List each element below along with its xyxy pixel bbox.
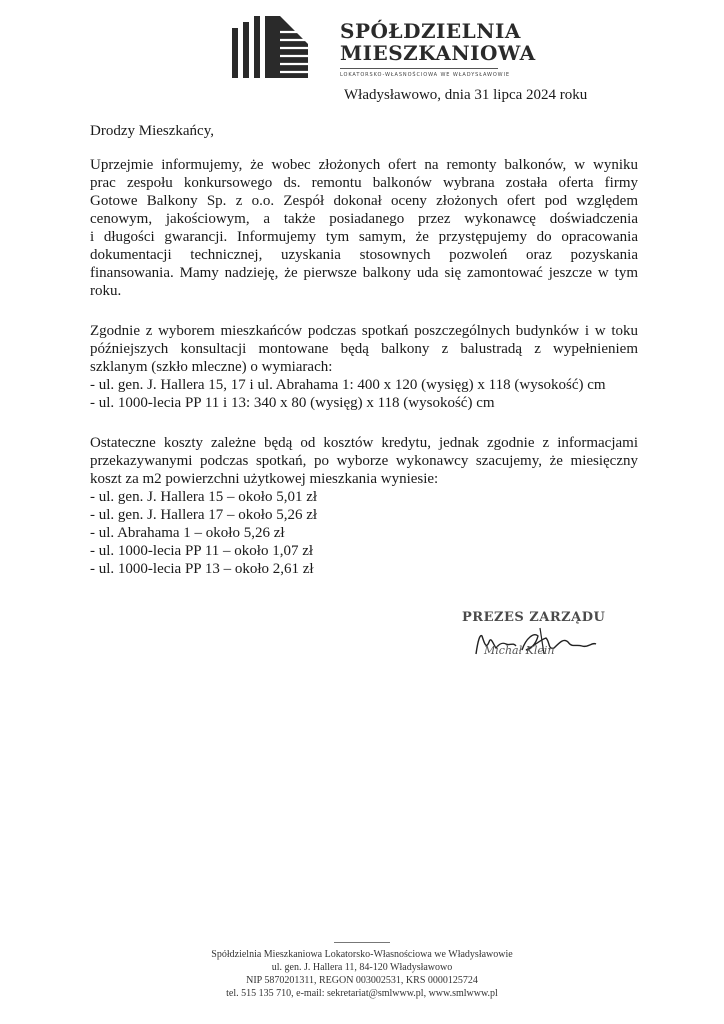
- list-item: - ul. Abrahama 1 – około 5,26 zł: [90, 525, 285, 541]
- org-logo: [232, 16, 536, 80]
- paragraph-costs: [90, 434, 638, 578]
- text-line: finansowania. Mamy nadzieję, że pierwsze balkony uda się zamontować jeszcze w tym: [90, 265, 638, 281]
- text-line: przekazywanymi podczas spotkań, po wyborze wykonawcy szacujemy, że miesięczny: [90, 453, 638, 469]
- footer-contact-info: tel. 515 135 710, e-mail: sekretariat@smlwww.pl, www.smlwww.pl: [226, 988, 498, 999]
- building-icon: [232, 16, 332, 78]
- list-item: - ul. gen. J. Hallera 17 – około 5,26 zł: [90, 507, 318, 523]
- signature-name: Michał Klein: [484, 644, 555, 657]
- footer-registry: NIP 5870201311, REGON 003002531, KRS 0000125724: [246, 975, 478, 986]
- list-item: - ul. 1000-lecia PP 11 – około 1,07 zł: [90, 543, 314, 559]
- footer-divider: [334, 942, 390, 943]
- text-line: późniejszych konsultacji montowane będą balkony z balustradą z wypełnieniem: [90, 341, 638, 357]
- place-date: Władysławowo, dnia 31 lipca 2024 roku: [344, 87, 588, 103]
- text-line: Ostateczne koszty zależne będą od kosztów kredytu, jednak zgodnie z informacjami: [90, 435, 638, 451]
- org-name-line2: MIESZKANIOWA: [340, 41, 536, 65]
- signature-stamp: [456, 610, 606, 666]
- text-line: dokumentacji technicznej, uzyskania stosownych pozwoleń oraz pozyskania: [90, 247, 638, 263]
- footer-contact: [0, 948, 724, 1000]
- logo-divider: [340, 68, 498, 69]
- text-line: cenowym, jakościowym, a także posiadanego przez wykonawcę doświadczenia: [90, 211, 638, 227]
- salutation: Drodzy Mieszkańcy,: [90, 123, 214, 139]
- text-line: koszt za m2 powierzchni użytkowej mieszkania wyniesie:: [90, 471, 439, 487]
- org-tagline: LOKATORSKO-WŁASNOŚCIOWA WE WŁADYSŁAWOWIE: [340, 72, 510, 78]
- text-line: prac zespołu konkursowego ds. remontu balkonów wybrana została oferta firmy: [90, 175, 638, 191]
- footer-org-name: Spółdzielnia Mieszkaniowa Lokatorsko-Własnościowa we Władysławowie: [211, 949, 513, 960]
- text-line: Gotowe Balkony Sp. z o.o. Zespół dokonał oceny złożonych ofert pod względem: [90, 193, 638, 209]
- list-item: - ul. gen. J. Hallera 15, 17 i ul. Abrahama 1: 400 x 120 (wysięg) x 118 (wysokość) cm: [90, 377, 606, 393]
- list-item: - ul. gen. J. Hallera 15 – około 5,01 zł: [90, 489, 318, 505]
- paragraph-offer-selection: [90, 156, 638, 300]
- text-line: i długości gwarancji. Informujemy tym samym, że przystępujemy do opracowania: [90, 229, 638, 245]
- org-name-line1: SPÓŁDZIELNIA: [340, 19, 521, 43]
- text-line: Zgodnie z wyborem mieszkańców podczas spotkań poszczególnych budynków i w toku: [90, 323, 638, 339]
- signature-title: PREZES ZARZĄDU: [462, 610, 606, 625]
- list-item: - ul. 1000-lecia PP 11 i 13: 340 x 80 (wysięg) x 118 (wysokość) cm: [90, 395, 495, 411]
- org-name: [340, 20, 536, 78]
- list-item: - ul. 1000-lecia PP 13 – około 2,61 zł: [90, 561, 314, 577]
- text-line: szklanym (szkło mleczne) o wymiarach:: [90, 359, 333, 375]
- footer-address: ul. gen. J. Hallera 11, 84-120 Władysławowo: [271, 962, 453, 973]
- paragraph-balcony-dimensions: [90, 322, 638, 412]
- text-line: Uprzejmie informujemy, że wobec złożonych ofert na remonty balkonów, w wyniku: [90, 157, 638, 173]
- text-line: roku.: [90, 283, 122, 299]
